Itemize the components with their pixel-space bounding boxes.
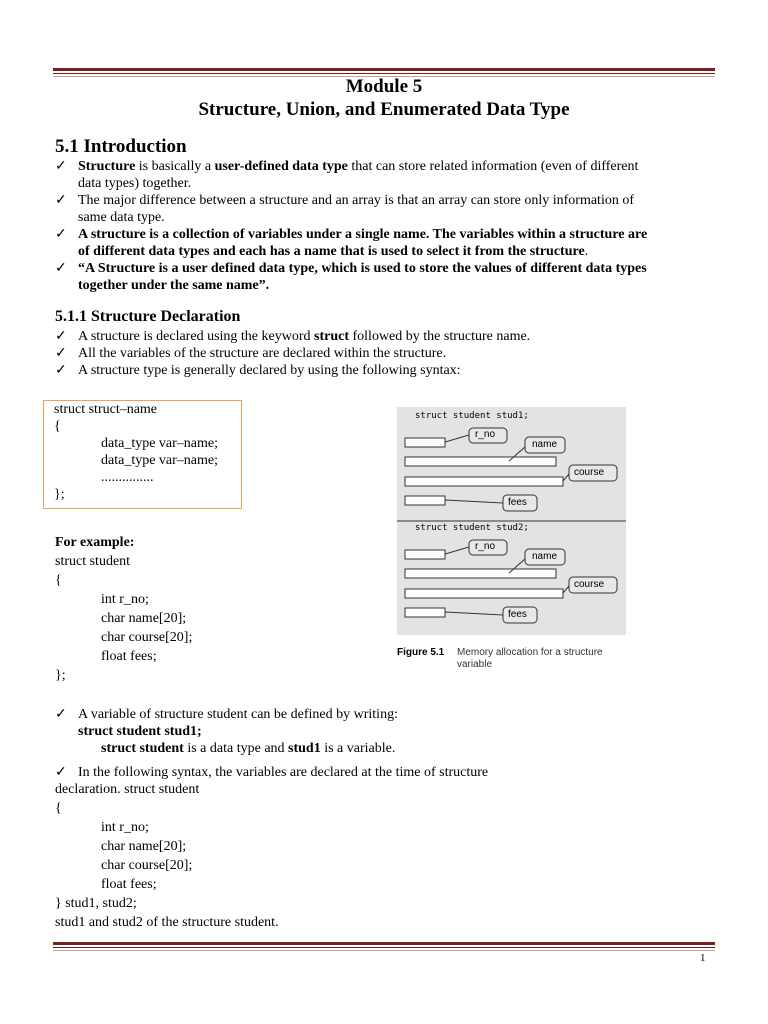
fees-label: fees [508, 609, 527, 620]
bold-text: struct student [101, 741, 184, 756]
text: A variable of structure student can be defined by writing: [78, 707, 398, 722]
bold-text: “A Structure is a user defined data type, which is used to store the values of different data types [78, 261, 647, 276]
decl-bullet-1 [55, 328, 715, 345]
code-line: { [54, 419, 61, 434]
bold-text: of different data types and each has a name that is used to select it from the structure [78, 244, 585, 259]
decl-bullet-2 [55, 345, 715, 362]
memory-diagram [397, 407, 626, 635]
example-code [55, 533, 192, 685]
stud1-label: struct student stud1; [415, 411, 529, 421]
text: . [584, 244, 589, 259]
code-line: }; [54, 487, 65, 502]
bold-text: together under the same name”. [78, 278, 270, 293]
code-line: { [55, 801, 62, 816]
text: The major difference between a structure and an array is that an array can store only information of [78, 193, 635, 208]
text: A structure is declared using the keyword [78, 329, 314, 344]
r-no-label: r_no [475, 429, 496, 440]
code-line: char name[20]; [101, 839, 187, 854]
bold-text: struct student stud1; [78, 724, 202, 739]
example-label: For example: [55, 535, 135, 550]
intro-bullet-3 [55, 226, 715, 260]
check-icon: ✓ [55, 765, 67, 780]
text: is basically a [135, 159, 215, 174]
intro-bullet-4 [55, 260, 715, 294]
fees-label: fees [508, 497, 527, 508]
code-line: } stud1, stud2; [55, 896, 137, 911]
text: same data type. [78, 210, 165, 225]
code-line: { [55, 573, 62, 588]
code-line: int r_no; [101, 820, 149, 835]
variable-def-bullet [55, 706, 715, 757]
check-icon: ✓ [55, 159, 67, 174]
figure-caption [457, 647, 603, 671]
text: is a data type and [183, 741, 289, 756]
page-number: 1 [700, 952, 706, 964]
text: followed by the structure name. [349, 329, 531, 344]
intro-bullet-1 [55, 158, 715, 192]
section-heading-declaration: 5.1.1 Structure Declaration [55, 308, 241, 325]
course-label: course [574, 579, 605, 590]
code-line: struct student [55, 554, 131, 569]
bottom-rule [53, 942, 715, 951]
code-line: int r_no; [101, 592, 149, 607]
bold-text: user-defined data type [214, 159, 348, 174]
code-line: float fees; [101, 649, 157, 664]
decl-bullet-3 [55, 362, 715, 379]
check-icon: ✓ [55, 363, 67, 378]
check-icon: ✓ [55, 346, 67, 361]
code-line: data_type var–name; [101, 453, 219, 468]
name-label: name [532, 439, 558, 450]
code-line: char name[20]; [101, 611, 187, 626]
section-heading-intro: 5.1 Introduction [55, 136, 187, 157]
caption-line: variable [457, 659, 493, 670]
figure-caption-label: Figure 5.1 [397, 647, 445, 658]
syntax2-bullet [55, 764, 715, 781]
code-line: }; [55, 668, 66, 683]
syntax2-code [55, 780, 279, 932]
code-line: ............... [101, 470, 154, 485]
caption-line: Memory allocation for a structure [457, 647, 603, 658]
bold-text: struct [314, 329, 349, 344]
module-title: Module 5 [345, 76, 423, 97]
check-icon: ✓ [55, 707, 67, 722]
code-line: char course[20]; [101, 858, 193, 873]
text: In the following syntax, the variables are declared at the time of structure [78, 765, 489, 780]
stud2-label: struct student stud2; [415, 523, 529, 533]
text: All the variables of the structure are declared within the structure. [78, 346, 447, 361]
code-line: data_type var–name; [101, 436, 219, 451]
intro-bullet-2 [55, 192, 715, 226]
bold-text: stud1 [288, 741, 321, 756]
page-title: Structure, Union, and Enumerated Data Type [198, 99, 570, 120]
course-label: course [574, 467, 605, 478]
code-line: struct struct–name [54, 402, 158, 417]
check-icon: ✓ [55, 193, 67, 208]
bold-text: Structure [78, 159, 136, 174]
code-line: stud1 and stud2 of the structure student. [55, 915, 279, 930]
text: data types) together. [78, 176, 192, 191]
memory-allocation-figure [397, 407, 626, 635]
bold-text: A structure is a collection of variables under a single name. The variables within a structure are [78, 227, 648, 242]
name-label: name [532, 551, 558, 562]
text: A structure type is generally declared by using the following syntax: [78, 363, 461, 378]
code-line: declaration. struct student [55, 782, 200, 797]
check-icon: ✓ [55, 329, 67, 344]
check-icon: ✓ [55, 261, 67, 276]
text: is a variable. [320, 741, 396, 756]
code-line: float fees; [101, 877, 157, 892]
code-line: char course[20]; [101, 630, 193, 645]
text: that can store related information (even of different [347, 159, 639, 174]
r-no-label: r_no [475, 541, 496, 552]
check-icon: ✓ [55, 227, 67, 242]
syntax-code [54, 401, 218, 503]
